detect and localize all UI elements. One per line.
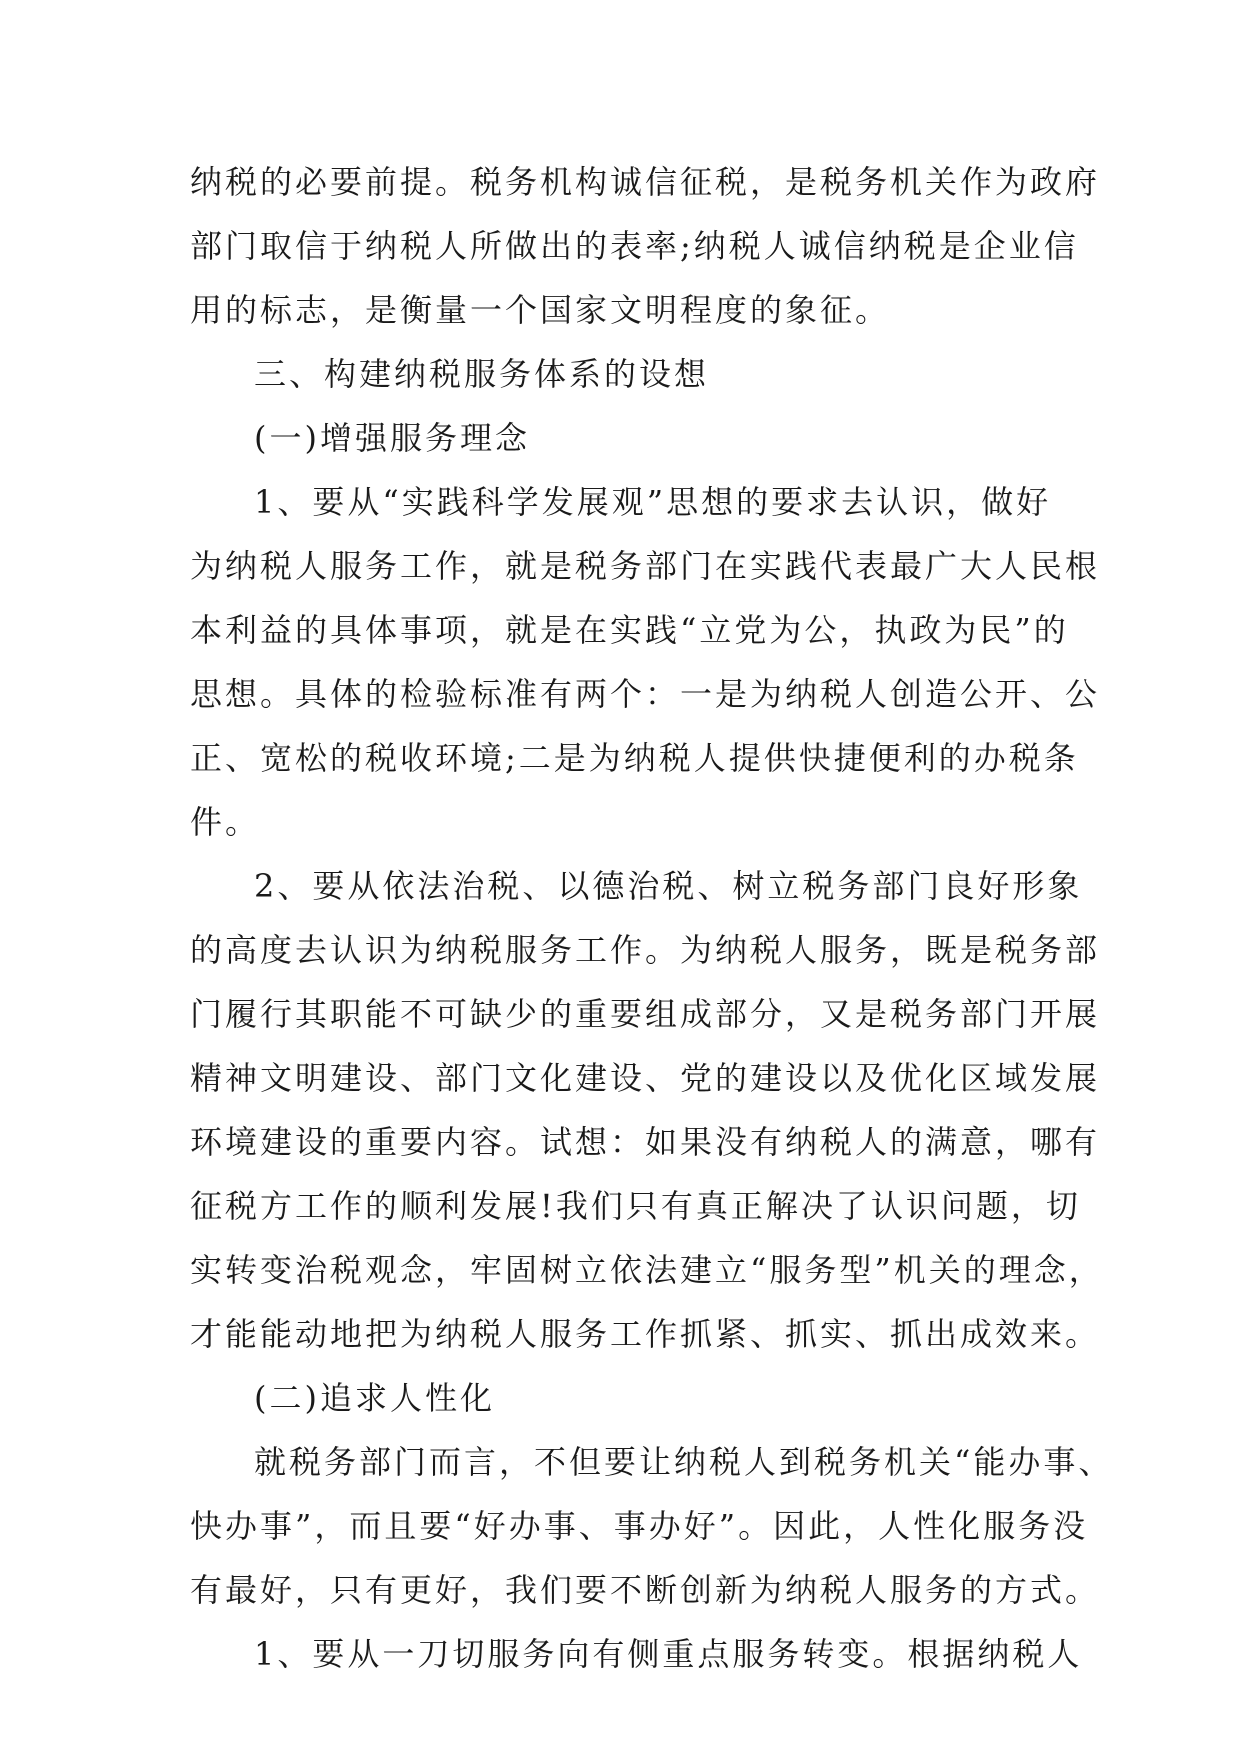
text-line: 有最好，只有更好，我们要不断创新为纳税人服务的方式。 (190, 1571, 1101, 1609)
subsection-heading: (二)追求人性化 (254, 1379, 495, 1417)
text-line: 2、要从依法治税、以德治税、树立税务部门良好形象 (254, 867, 1083, 905)
document-page (190, 150, 1114, 1686)
subsection-heading: (一)增强服务理念 (254, 419, 530, 457)
text-line: 为纳税人服务工作，就是税务部门在实践代表最广大人民根 (190, 547, 1101, 585)
text-line: 快办事”，而且要“好办事、事办好”。因此，人性化服务没 (190, 1507, 1089, 1545)
text-line: 用的标志，是衡量一个国家文明程度的象征。 (190, 291, 891, 329)
text-line: 部门取信于纳税人所做出的表率;纳税人诚信纳税是企业信 (190, 227, 1079, 265)
text-line: 本利益的具体事项，就是在实践“立党为公，执政为民”的 (190, 611, 1069, 649)
text-line: 1、要从“实践科学发展观”思想的要求去认识，做好 (254, 483, 1052, 521)
text-line: 件。 (190, 803, 261, 841)
text-line: 纳税的必要前提。税务机构诚信征税，是税务机关作为政府 (190, 163, 1101, 201)
text-line: 1、要从一刀切服务向有侧重点服务转变。根据纳税人 (254, 1635, 1083, 1673)
text-line: 正、宽松的税收环境;二是为纳税人提供快捷便利的办税条 (190, 739, 1079, 777)
text-line: 征税方工作的顺利发展!我们只有真正解决了认识问题，切 (190, 1187, 1081, 1225)
text-line: 才能能动地把为纳税人服务工作抓紧、抓实、抓出成效来。 (190, 1315, 1101, 1353)
text-line: 门履行其职能不可缺少的重要组成部分，又是税务部门开展 (190, 995, 1101, 1033)
text-line: 思想。具体的检验标准有两个：一是为纳税人创造公开、公 (190, 675, 1101, 713)
text-line: 精神文明建设、部门文化建设、党的建设以及优化区域发展 (190, 1059, 1101, 1097)
text-line: 环境建设的重要内容。试想：如果没有纳税人的满意，哪有 (190, 1123, 1101, 1161)
text-line: 的高度去认识为纳税服务工作。为纳税人服务，既是税务部 (190, 931, 1101, 969)
text-line: 实转变治税观念，牢固树立依法建立“服务型”机关的理念， (190, 1251, 1104, 1289)
text-line: 就税务部门而言，不但要让纳税人到税务机关“能办事、 (254, 1443, 1114, 1481)
section-heading: 三、构建纳税服务体系的设想 (254, 355, 710, 393)
